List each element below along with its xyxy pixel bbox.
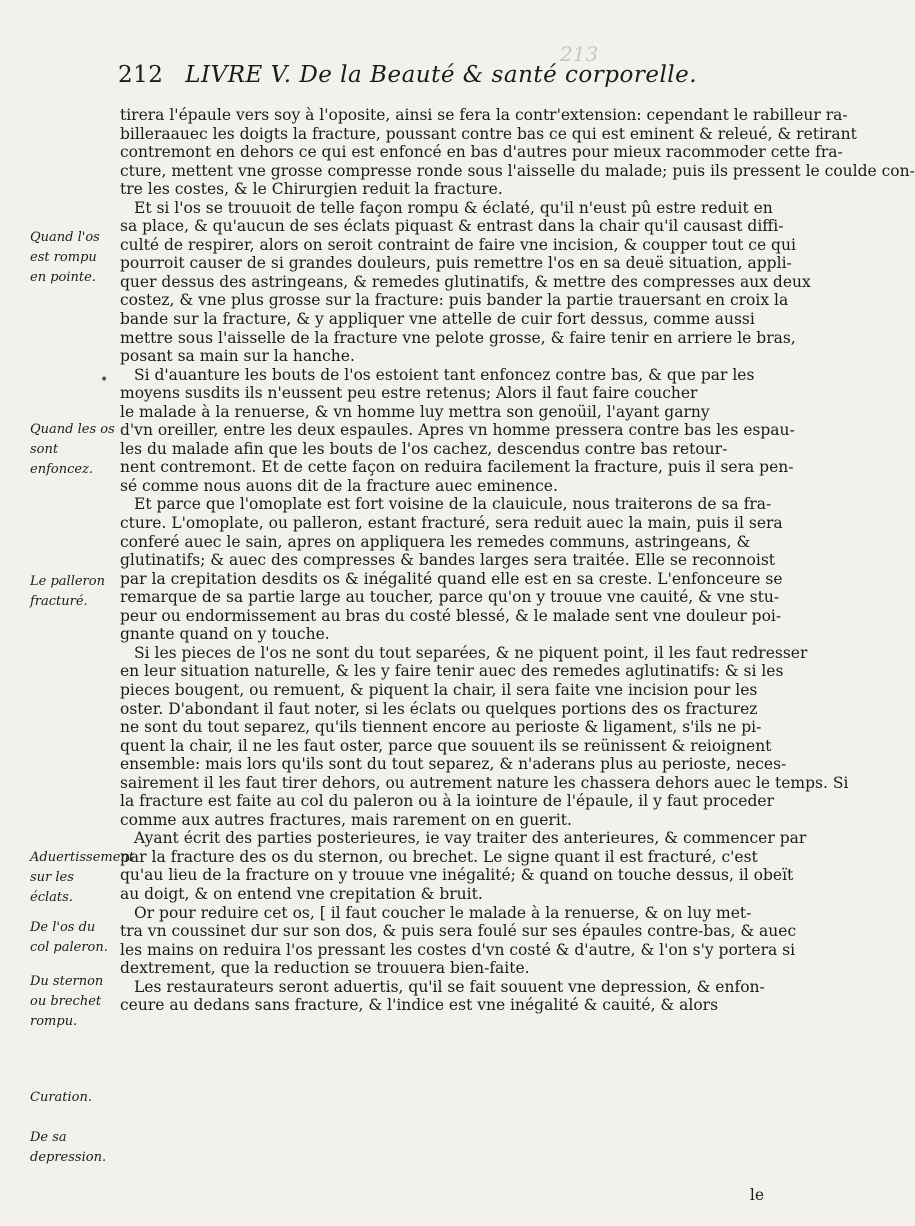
text-line: Et parce que l'omoplate est fort voisine de la clauicule, nous traiterons de sa fra-: [134, 495, 772, 514]
page-number: 212: [118, 62, 164, 88]
text-line: tre les costes, & le Chirurgien reduit la fracture.: [120, 180, 503, 199]
text-line: les du malade afin que les bouts de l'os cachez, descendus contre bas retour-: [120, 439, 728, 458]
margin-note: Le palleron fracturé.: [30, 574, 105, 609]
text-line: bande sur la fracture, & y appliquer vne attelle de cuir fort dessus, comme aussi: [120, 310, 755, 329]
margin-note: Aduertissement sur les éclats.: [30, 850, 135, 905]
running-title: LIVRE V. De la Beauté & santé corporelle.: [185, 62, 698, 88]
text-line: Et si l'os se trouuoit de telle façon rompu & éclaté, qu'il n'eust pû estre reduit en: [134, 198, 773, 217]
text-line: gnante quand on y touche.: [120, 625, 330, 644]
margin-note: Quand les os sont enfoncez.: [30, 422, 115, 477]
text-line: la fracture est faite au col du paleron ou à la iointure de l'épaule, il y faut proceder: [120, 792, 774, 811]
margin-note: De sa depression.: [30, 1130, 107, 1165]
running-header: [118, 62, 758, 88]
text-line: moyens susdits ils n'eussent peu estre retenus; Alors il faut faire coucher: [120, 384, 698, 403]
text-line: pourroit causer de si grandes douleurs, puis remettre l'os en sa deuë situation, appli-: [120, 254, 792, 273]
text-line: Ayant écrit des parties posterieures, ie vay traiter des anterieures, & commencer par: [134, 829, 807, 848]
text-line: ceure au dedans sans fracture, & l'indice est vne inégalité & cauité, & alors: [120, 996, 719, 1015]
text-line: ensemble: mais lors qu'ils sont du tout separez, & n'aderans plus au perioste, neces-: [120, 755, 787, 774]
text-line: comme aux autres fractures, mais rarement on en guerit.: [120, 810, 572, 829]
text-line: qu'au lieu de la fracture on y trouue vne inégalité; & quand on touche dessus, il obeït: [120, 866, 794, 885]
text-line: remarque de sa partie large au toucher, parce qu'on y trouue vne cauité, & vne stu-: [120, 588, 780, 607]
text-line: Si les pieces de l'os ne sont du tout separées, & ne piquent point, il les faut redresser: [134, 643, 808, 662]
text-line: oster. D'abondant il faut noter, si les éclats ou quelques portions des os fracturez: [120, 699, 758, 718]
text-line: conferé auec le sain, apres on appliquera les remedes communs, astringeans, &: [120, 532, 751, 551]
text-line: sairement il les faut tirer dehors, ou autrement nature les chassera dehors auec le temps. Si: [120, 773, 849, 792]
text-line: les mains on reduira l'os pressant les costes d'vn costé & d'autre, & l'on s'y portera si: [120, 940, 796, 959]
text-line: Les restaurateurs seront aduertis, qu'il se fait souuent vne depression, & enfon-: [134, 977, 765, 996]
text-line: Si d'auanture les bouts de l'os estoient tant enfoncez contre bas, & que par les: [134, 365, 755, 384]
margin-note: Du sternon ou brechet rompu.: [30, 974, 104, 1029]
text-line: tirera l'épaule vers soy à l'oposite, ainsi se fera la contr'extension: cependant le rabilleur ra-: [120, 106, 848, 124]
text-line: posant sa main sur la hanche.: [120, 347, 355, 366]
text-line: quer dessus des astringeans, & remedes glutinatifs, & mettre des compresses aux deux: [120, 272, 811, 291]
text-line: peur ou endormissement au bras du costé blessé, & le malade sent vne douleur poi-: [120, 606, 782, 625]
text-line: cture, mettent vne grosse compresse ronde sous l'aisselle du malade; puis ils pressent le coulde con-: [120, 161, 915, 180]
text-line: au doigt, & on entend vne crepitation & bruit.: [120, 884, 483, 903]
text-line: par la fracture des os du sternon, ou brechet. Le signe quant il est fracturé, c'est: [120, 847, 758, 866]
text-line: glutinatifs; & auec des compresses & bandes larges sera traitée. Elle se reconnoist: [120, 551, 775, 570]
text-line: quent la chair, il ne les faut oster, parce que souuent ils se reünissent & reioignent: [120, 736, 772, 755]
ink-mark: •: [100, 372, 109, 388]
text-line: dextrement, que la reduction se trouuera bien-faite.: [120, 959, 530, 978]
text-line: nent contremont. Et de cette façon on reduira facilement la fracture, puis il sera pen-: [120, 458, 794, 477]
text-line: tra vn coussinet dur sur son dos, & puis sera foulé sur ses épaules contre-bas, & auec: [120, 922, 797, 941]
text-line: cture. L'omoplate, ou palleron, estant fracturé, sera reduit auec la main, puis il sera: [120, 514, 783, 533]
text-line: sa place, & qu'aucun de ses éclats piquast & entrast dans la chair qu'il causast diffi-: [120, 217, 784, 236]
bleed-through-page-number: 213: [560, 42, 599, 66]
text-line: le malade à la renuerse, & vn homme luy mettra son genoüil, l'ayant garny: [120, 402, 710, 421]
text-line: mettre sous l'aisselle de la fracture vne pelote grosse, & faire tenir en arriere le bras,: [120, 328, 796, 347]
text-line: contremont en dehors ce qui est enfoncé en bas d'autres pour mieux racommoder cette fra-: [120, 143, 843, 162]
text-line: Or pour reduire cet os, [ il faut coucher le malade à la renuerse, & on luy met-: [134, 903, 752, 922]
text-line: pieces bougent, ou remuent, & piquent la chair, il sera faite vne incision pour les: [120, 680, 758, 699]
text-line: culté de respirer, alors on seroit contraint de faire vne incision, & coupper tout ce qui: [120, 235, 796, 254]
margin-note: De l'os du col paleron.: [30, 920, 108, 955]
text-line: ne sont du tout separez, qu'ils tiennent encore au perioste & ligament, s'ils ne pi-: [120, 718, 762, 737]
text-line: d'vn oreiller, entre les deux espaules. Apres vn homme pressera contre bas les espau-: [120, 421, 795, 440]
text-line: par la crepitation desdits os & inégalité quand elle est en sa creste. L'enfonceure se: [120, 569, 783, 588]
margin-note: Curation.: [30, 1090, 92, 1105]
body-text: [120, 106, 915, 1015]
catchword: le: [749, 1186, 764, 1204]
text-line: en leur situation naturelle, & les y faire tenir auec des remedes aglutinatifs: & si les: [120, 662, 784, 681]
margin-note: Quand l'os est rompu en pointe.: [30, 230, 100, 285]
text-line: sé comme nous auons dit de la fracture auec eminence.: [120, 476, 558, 495]
text-line: costez, & vne plus grosse sur la fracture: puis bander la partie trauersant en croix la: [120, 291, 789, 310]
text-line: billeraauec les doigts la fracture, poussant contre bas ce qui est eminent & releué, & retirant: [120, 124, 857, 143]
